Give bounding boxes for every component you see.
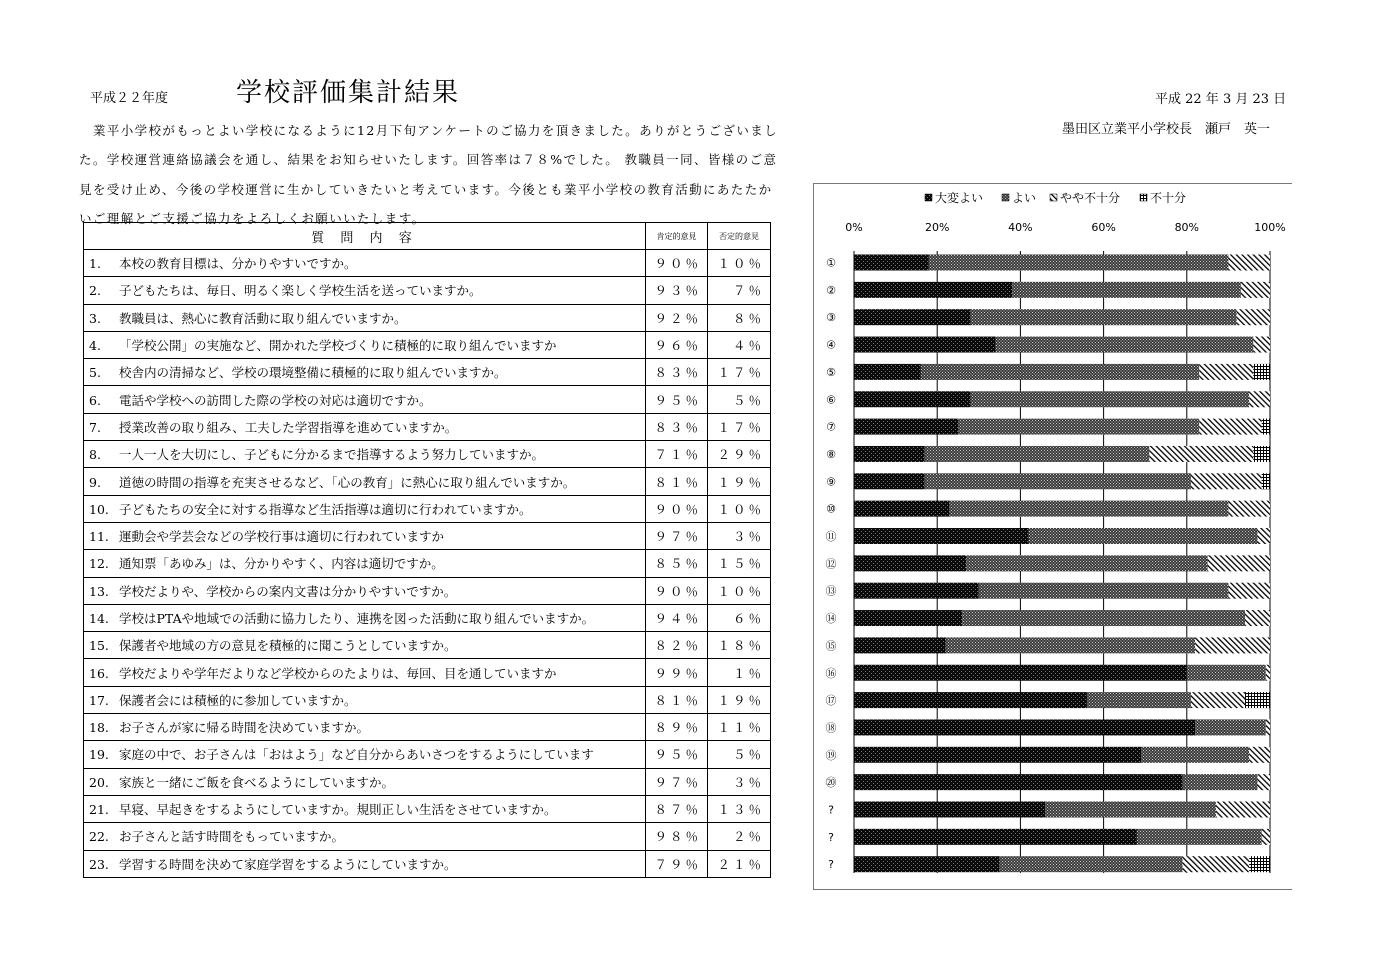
negative-percent: ３％ [708,522,771,549]
fiscal-year-label: 平成２２年度 [90,91,169,106]
category-label: ? [828,858,834,872]
x-tick-label: 40% [1008,221,1033,234]
positive-percent: ９５％ [646,741,708,768]
header-positive: 肯定的意見 [646,223,708,250]
bar-segment [962,610,1245,626]
category-label: ⑨ [826,475,836,489]
x-tick-label: 60% [1091,221,1116,234]
question-text: お子さんが家に帰る時間を決めていますか。 [119,720,370,736]
bar-segment [854,829,1137,845]
question-text: 授業改善の取り組み、工夫した学習指導を進めていますか。 [119,419,458,435]
chart-bars [854,255,1270,873]
question-number: 11. [89,529,109,545]
question-text: 学校だよりや、学校からの案内文書は分かりやすいですか。 [119,583,457,599]
question-cell [84,632,646,659]
bar-segment [854,528,1029,544]
positive-percent: ９７％ [646,522,708,549]
question-number: 13. [89,583,109,599]
bar-segment [1029,528,1258,544]
bar-segment [854,337,995,353]
question-text: 教職員は、熱心に教育活動に取り組んでいますか。 [119,310,407,326]
negative-percent: ４％ [708,331,771,358]
header-question: 質 問 内 容 [84,223,646,250]
bar-segment [854,719,1195,735]
positive-percent: ８９％ [646,714,708,741]
question-cell [84,413,646,440]
bar-segment [970,309,1236,325]
bar-segment [854,856,1000,872]
question-text: 校舎内の清掃など、学校の環境整備に積極的に取り組んでいますか。 [119,365,507,381]
bar-segment [1253,364,1270,380]
question-text: 保護者会には積極的に参加していますか。 [119,692,357,708]
bar-segment [1249,391,1270,407]
question-text: 運動会や学芸会などの学校行事は適切に行われていますか [119,529,445,545]
survey-results-table [83,222,771,878]
bar-segment [1045,802,1216,818]
question-text: 保護者や地域の方の意見を積極的に聞こうとしていますか。 [119,638,457,654]
category-label: ⑥ [826,393,836,407]
bar-segment [1228,583,1270,599]
negative-percent: ２９％ [708,441,771,468]
bar-segment [1253,337,1270,353]
bar-segment [1258,774,1270,790]
table-row [84,714,771,741]
table-row [84,768,771,795]
bar-segment [854,473,925,489]
x-tick-label: 100% [1254,221,1286,234]
negative-percent: １８％ [708,632,771,659]
question-cell [84,495,646,522]
question-text: 電話や学校への訪問した際の学校の対応は適切ですか。 [119,392,432,408]
header-negative: 否定的意見 [708,223,771,250]
x-tick-label: 0% [845,221,863,234]
question-number: 2. [89,283,101,299]
bar-segment [854,255,929,271]
bar-segment [854,774,1183,790]
category-label: ④ [826,338,836,352]
question-number: 18. [89,720,109,736]
category-label: ⑰ [825,694,837,708]
table-row [84,795,771,822]
publish-date: 平成 22 年 3 月 23 日 [1155,92,1287,107]
bar-segment [854,419,958,435]
question-text: 学校だよりや学年だよりなど学校からのたよりは、毎回、目を通していますか [119,665,557,681]
table-row [84,441,771,468]
question-cell [84,850,646,877]
table-row [84,331,771,358]
legend-swatch [1140,194,1147,201]
positive-percent: ８３％ [646,359,708,386]
table-row [84,250,771,277]
bar-segment [1216,802,1270,818]
question-cell [84,386,646,413]
negative-percent: １１％ [708,714,771,741]
bar-segment [1266,665,1270,681]
legend-label: よい [1012,191,1037,205]
positive-percent: ９９％ [646,659,708,686]
negative-percent: １３％ [708,795,771,822]
positive-percent: ９６％ [646,331,708,358]
negative-percent: １７％ [708,359,771,386]
x-tick-label: 20% [924,221,950,234]
bar-segment [1199,364,1253,380]
negative-percent: ５％ [708,386,771,413]
intro-paragraph [79,116,784,234]
negative-percent: １５％ [708,550,771,577]
bar-segment [1208,555,1270,571]
bar-segment [950,501,1229,517]
question-number: 22. [89,829,109,845]
page-title: 学校評価集計結果 [236,78,461,108]
chart-legend [925,190,1186,205]
question-number: 21. [89,802,109,818]
x-tick-label: 80% [1174,221,1200,234]
question-text: 子どもたちの安全に対する指導など生活指導は適切に行われていますか。 [119,501,532,517]
category-label: ⑯ [825,666,837,680]
bar-segment [946,637,1196,653]
bar-segment [1187,665,1266,681]
bar-segment [854,610,962,626]
bar-segment [929,255,1229,271]
category-label: ⑪ [825,530,837,543]
question-number: 20. [89,774,109,790]
category-label: ⑫ [825,557,837,571]
positive-percent: ８３％ [646,413,708,440]
question-number: 4. [89,338,101,354]
question-text: 学校はPTAや地域での活動に協力したり、連携を図った活動に取り組んでいますか。 [119,611,595,626]
positive-percent: ９７％ [646,768,708,795]
question-text: 本校の教育目標は、分かりやすいですか。 [119,256,357,272]
bar-segment [1266,719,1270,735]
table-row [84,277,771,304]
bar-segment [1262,473,1270,489]
negative-percent: １９％ [708,686,771,713]
table-row [84,659,771,686]
bar-segment [1237,309,1270,325]
question-number: 3. [89,310,101,326]
bar-segment [1183,774,1258,790]
bar-segment [854,501,950,517]
bar-segment [925,446,1150,462]
question-cell [84,441,646,468]
question-number: 23. [89,856,109,872]
question-cell [84,741,646,768]
positive-percent: ９４％ [646,604,708,631]
table-row [84,577,771,604]
question-number: 8. [89,447,101,463]
bar-segment [958,419,1199,435]
positive-percent: ９２％ [646,304,708,331]
question-cell [84,604,646,631]
table-row [84,468,771,495]
question-text: 通知票「あゆみ」は、分かりやすく、内容は適切ですか。 [119,556,444,572]
category-label: ⑭ [825,612,837,626]
table-row [84,304,771,331]
bar-segment [854,391,970,407]
question-cell [84,277,646,304]
legend-swatch [1002,194,1009,201]
bar-segment [1241,282,1270,298]
negative-percent: ６％ [708,604,771,631]
bar-segment [1195,719,1266,735]
table-row [84,850,771,877]
table-row [84,413,771,440]
bar-segment [1245,692,1270,708]
bar-segment [854,555,966,571]
bar-segment [854,665,1187,681]
positive-percent: ８１％ [646,468,708,495]
question-cell [84,823,646,850]
category-label: ⑧ [826,447,836,461]
question-cell [84,659,646,686]
question-text: 家庭の中で、お子さんは「おはよう」など自分からあいさつをするようにしています [119,747,594,763]
bar-segment [854,364,921,380]
bar-segment [1087,692,1191,708]
table-row [84,686,771,713]
survey-stacked-bar-chart [813,183,1291,889]
bar-segment [1228,255,1270,271]
question-cell [84,686,646,713]
bar-segment [966,555,1207,571]
question-text: 家族と一緒にご飯を食べるようにしていますか。 [119,774,395,790]
question-cell [84,359,646,386]
question-number: 5. [89,365,101,381]
category-label: ⑤ [826,365,836,379]
bar-segment [854,802,1045,818]
bar-segment [970,391,1249,407]
bar-segment [1000,856,1183,872]
category-label: ? [828,803,834,817]
bar-segment [854,747,1141,763]
question-text: 学習する時間を決めて家庭学習をするようにしていますか。 [119,856,457,872]
question-text: 早寝、早起きをするようにしていますか。規則正しい生活をさせていますか。 [119,802,557,818]
positive-percent: ９３％ [646,277,708,304]
question-cell [84,577,646,604]
negative-percent: １０％ [708,250,771,277]
question-text: 道徳の時間の指導を充実させるなど、「心の教育」に熱心に取り組んでいますか。 [119,474,576,490]
question-cell [84,768,646,795]
bar-segment [1245,610,1270,626]
bar-segment [979,583,1229,599]
question-text: 「学校公開」の実施など、開かれた学校づくりに積極的に取り組んでいますか [119,338,557,354]
question-cell [84,250,646,277]
category-label: ⑲ [825,748,837,762]
negative-percent: ７％ [708,277,771,304]
negative-percent: ２１％ [708,850,771,877]
category-label: ② [826,283,836,297]
question-cell [84,468,646,495]
bar-segment [1262,419,1270,435]
bar-segment [854,637,946,653]
positive-percent: ７１％ [646,441,708,468]
table-row [84,386,771,413]
bar-segment [1258,528,1270,544]
bar-segment [921,364,1200,380]
bar-segment [1195,637,1270,653]
bar-segment [854,446,925,462]
question-number: 1. [89,256,101,272]
positive-percent: ８１％ [646,686,708,713]
positive-percent: ９０％ [646,495,708,522]
category-label: ? [828,830,834,844]
positive-percent: ７９％ [646,850,708,877]
table-row [84,522,771,549]
category-label: ⑬ [825,584,837,598]
question-number: 14. [89,611,109,626]
category-label: ⑩ [826,502,836,516]
positive-percent: ９０％ [646,577,708,604]
question-cell [84,714,646,741]
bar-segment [854,692,1087,708]
principal-name: 墨田区立業平小学校長 瀬戸 英一 [1062,122,1271,137]
negative-percent: １０％ [708,495,771,522]
negative-percent: １７％ [708,413,771,440]
legend-label: 大変よい [935,191,984,205]
bar-segment [995,337,1253,353]
negative-percent: １９％ [708,468,771,495]
category-label: ⑳ [825,776,837,790]
bar-segment [1012,282,1241,298]
negative-percent: ２％ [708,823,771,850]
category-label: ③ [826,311,836,325]
negative-percent: １％ [708,659,771,686]
positive-percent: ８７％ [646,795,708,822]
bar-segment [1141,747,1249,763]
legend-label: やや不十分 [1060,191,1121,205]
bar-segment [1228,501,1270,517]
question-cell [84,331,646,358]
question-number: 9. [89,474,101,490]
negative-percent: ３％ [708,768,771,795]
bar-segment [1137,829,1262,845]
bar-segment [1262,829,1270,845]
bar-segment [1199,419,1261,435]
bar-segment [1191,473,1262,489]
category-label: ⑱ [825,721,837,735]
question-number: 17. [89,692,109,708]
question-number: 7. [89,419,101,435]
table-header-row [84,223,771,250]
category-label: ① [826,256,836,270]
question-cell [84,304,646,331]
question-number: 16. [89,665,109,681]
question-number: 10. [89,501,109,517]
table-row [84,604,771,631]
bar-segment [1191,692,1245,708]
intro-text: 業平小学校がもっとよい学校になるように12月下旬アンケートのご協力を頂きました。ありがとうございました。学校運営連絡協議会を通し、結果をお知らせいたします。回答率は７８%でした。 教職員一同、皆様のご意見を受け止め、今後の学校運営に生かしていきたいと考えています。今後とも業平小学校の教育活動にあたたかいご理解とご支援ご協力をよろしくお願いいたします。 [79,123,779,227]
question-text: 一人一人を大切にし、子どもに分かるまで指導するよう努力していますか。 [119,447,545,463]
bar-segment [1253,446,1270,462]
table-row [84,823,771,850]
question-number: 6. [89,392,101,408]
question-number: 15. [89,638,109,654]
bar-segment [1249,747,1270,763]
table-row [84,741,771,768]
legend-swatch [925,194,932,201]
question-number: 19. [89,747,109,763]
positive-percent: ９５％ [646,386,708,413]
positive-percent: ８２％ [646,632,708,659]
category-label: ⑮ [825,639,837,653]
negative-percent: １０％ [708,577,771,604]
legend-label: 不十分 [1150,191,1187,205]
question-text: 子どもたちは、毎日、明るく楽しく学校生活を送っていますか。 [119,283,482,299]
bar-segment [854,583,979,599]
bar-segment [1183,856,1250,872]
bar-segment [925,473,1191,489]
question-cell [84,550,646,577]
legend-swatch [1050,194,1057,201]
table-row [84,359,771,386]
question-number: 12. [89,556,109,572]
positive-percent: ９８％ [646,823,708,850]
negative-percent: ８％ [708,304,771,331]
category-label: ⑦ [826,420,836,434]
question-cell [84,522,646,549]
bar-segment [854,309,970,325]
bar-segment [854,282,1012,298]
bar-segment [1149,446,1253,462]
table-row [84,550,771,577]
table-row [84,495,771,522]
negative-percent: ５％ [708,741,771,768]
question-cell [84,795,646,822]
positive-percent: ９０％ [646,250,708,277]
question-text: お子さんと話す時間をもっていますか。 [119,829,345,845]
table-row [84,632,771,659]
positive-percent: ８５％ [646,550,708,577]
bar-segment [1249,856,1270,872]
